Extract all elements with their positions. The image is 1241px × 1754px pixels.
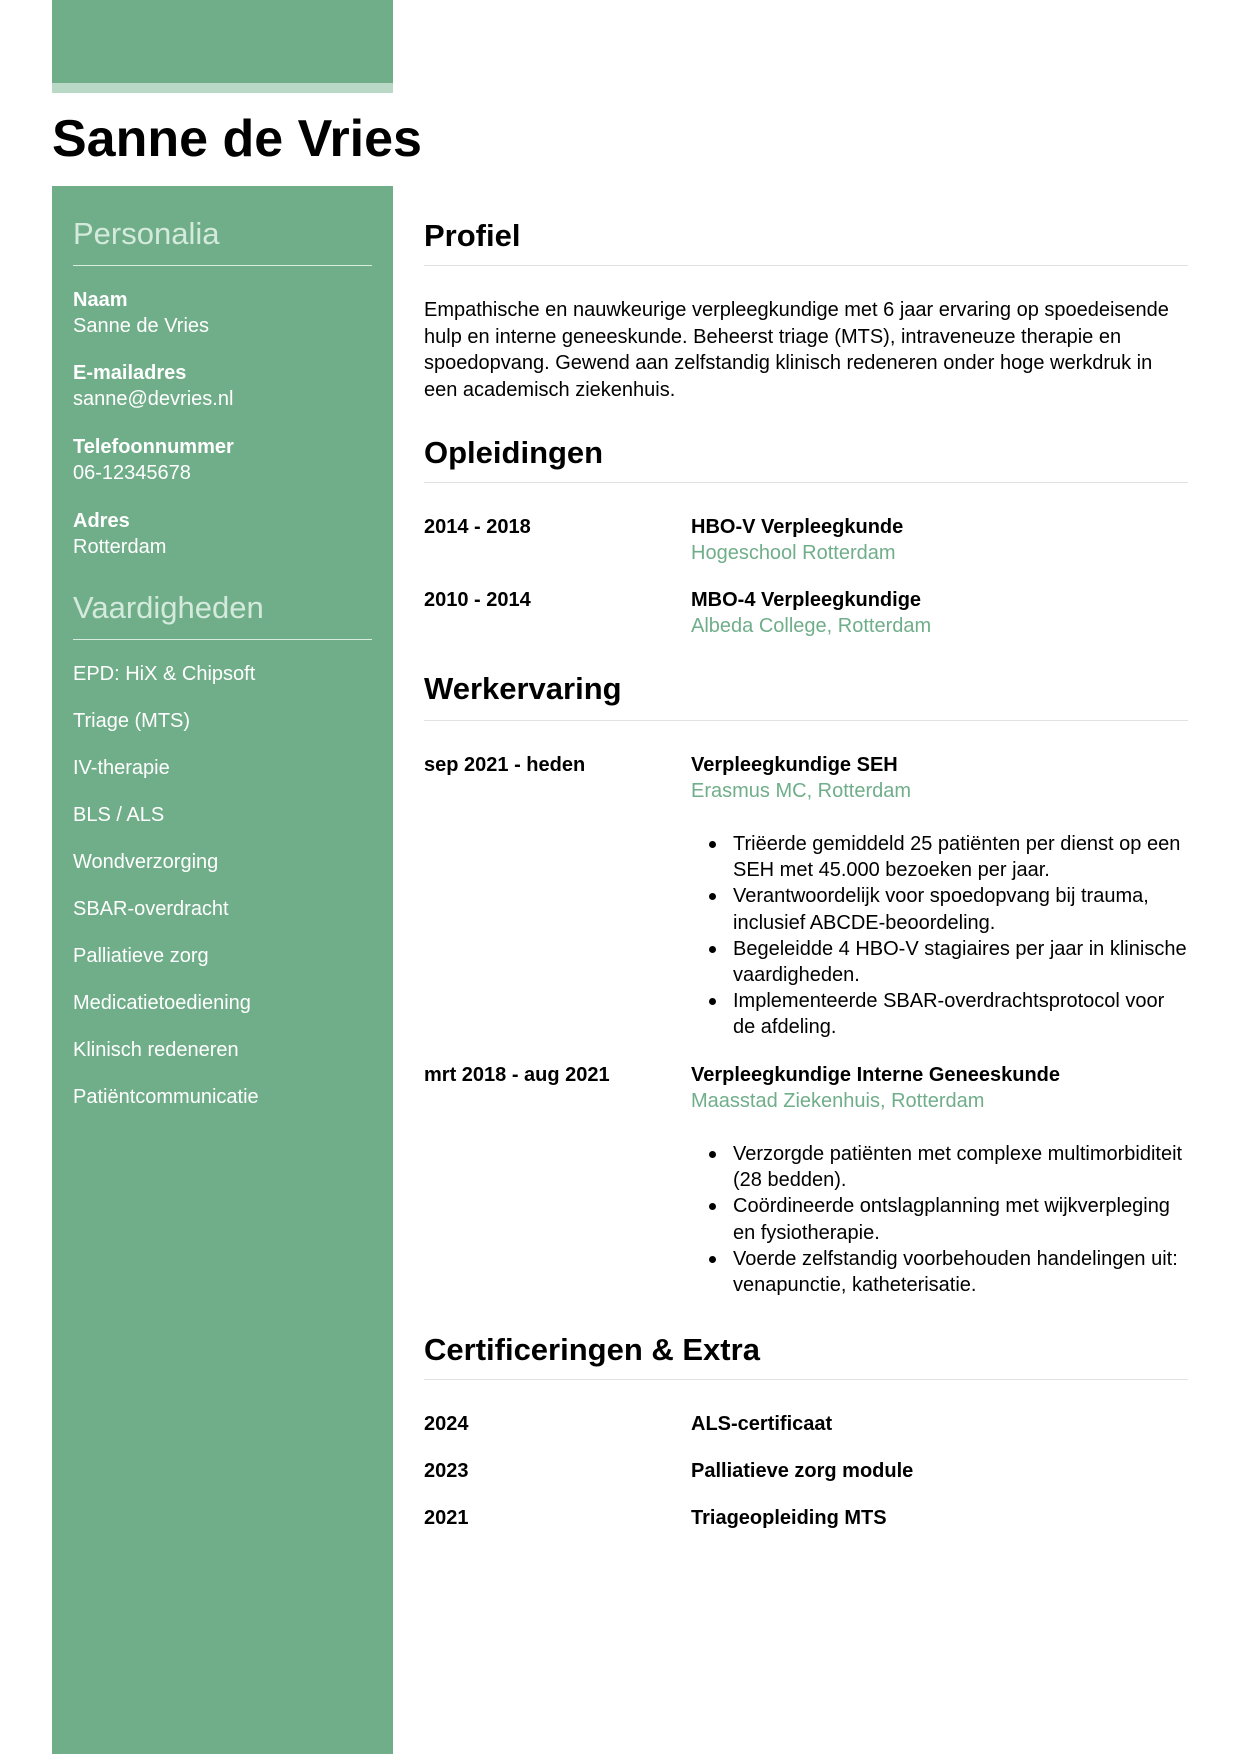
skill-item: IV-therapie — [73, 757, 170, 779]
certification-year: 2024 — [424, 1413, 469, 1435]
skill-item: SBAR-overdracht — [73, 898, 229, 920]
education-period: 2014 - 2018 — [424, 516, 531, 538]
skill-item: Triage (MTS) — [73, 710, 191, 732]
list-item: Triëerde gemiddeld 25 patiënten per dienst op een SEH met 45.000 bezoeken per jaar. — [691, 831, 1191, 883]
field-phone-value: 06-12345678 — [73, 462, 191, 484]
skills-divider — [73, 639, 372, 640]
education-title: HBO-V Verpleegkunde — [691, 516, 904, 538]
certification-year: 2021 — [424, 1507, 469, 1529]
experience-employer: Erasmus MC, Rotterdam — [691, 780, 912, 802]
certification-title: Triageopleiding MTS — [691, 1507, 887, 1529]
skill-item: EPD: HiX & Chipsoft — [73, 663, 256, 685]
profile-heading: Profiel — [424, 218, 521, 253]
education-title: MBO-4 Verpleegkundige — [691, 589, 922, 611]
field-name — [73, 287, 372, 339]
header-accent-stripe — [52, 83, 393, 93]
experience-title: Verpleegkundige SEH — [691, 754, 898, 776]
field-address — [73, 508, 372, 560]
certifications-heading: Certificeringen & Extra — [424, 1332, 760, 1367]
certification-year: 2023 — [424, 1460, 469, 1482]
experience-divider — [424, 720, 1188, 721]
field-name-value: Sanne de Vries — [73, 315, 210, 337]
profile-text: Empathische en nauwkeurige verpleegkundige met 6 jaar ervaring op spoedeisende hulp en interne geneeskunde. Beheerst triage (MTS), intraveneuze therapie en spoedopvang. Gewend aan zelfstandig klinisch redeneren onder hoge werkdruk in een academisch ziekenhuis. — [424, 299, 1169, 401]
page-title: Sanne de Vries — [52, 110, 422, 168]
personalia-heading: Personalia — [73, 216, 220, 251]
experience-bullets — [691, 831, 1191, 1041]
education-period: 2010 - 2014 — [424, 589, 531, 611]
field-name-label: Naam — [73, 289, 128, 311]
list-item: Voerde zelfstandig voorbehouden handelingen uit: venapunctie, katheterisatie. — [691, 1246, 1191, 1298]
list-item: Begeleidde 4 HBO-V stagiaires per jaar in klinische vaardigheden. — [691, 936, 1191, 988]
experience-employer: Maasstad Ziekenhuis, Rotterdam — [691, 1090, 985, 1112]
experience-heading: Werkervaring — [424, 671, 622, 706]
certification-title: Palliatieve zorg module — [691, 1460, 914, 1482]
skill-item: Klinisch redeneren — [73, 1039, 239, 1061]
experience-period: sep 2021 - heden — [424, 754, 586, 776]
skill-item: Palliatieve zorg — [73, 945, 209, 967]
header-color-block — [52, 0, 393, 83]
list-item: Coördineerde ontslagplanning met wijkverpleging en fysiotherapie. — [691, 1193, 1191, 1245]
list-item: Verantwoordelijk voor spoedopvang bij trauma, inclusief ABCDE-beoordeling. — [691, 883, 1191, 935]
skills-heading: Vaardigheden — [73, 590, 264, 625]
experience-title: Verpleegkundige Interne Geneeskunde — [691, 1064, 1061, 1086]
skill-item: Medicatietoediening — [73, 992, 251, 1014]
field-email — [73, 360, 372, 412]
experience-period: mrt 2018 - aug 2021 — [424, 1064, 610, 1086]
sidebar — [52, 186, 393, 1754]
education-heading: Opleidingen — [424, 435, 604, 470]
field-address-value: Rotterdam — [73, 536, 167, 558]
experience-bullets — [691, 1141, 1191, 1298]
skill-item: Patiëntcommunicatie — [73, 1086, 259, 1108]
field-phone — [73, 434, 372, 486]
field-email-value: sanne@devries.nl — [73, 388, 234, 410]
field-phone-label: Telefoonnummer — [73, 436, 234, 458]
list-item: Verzorgde patiënten met complexe multimorbiditeit (28 bedden). — [691, 1141, 1191, 1193]
education-institution: Hogeschool Rotterdam — [691, 542, 896, 564]
field-address-label: Adres — [73, 510, 130, 532]
certification-title: ALS-certificaat — [691, 1413, 833, 1435]
education-divider — [424, 482, 1188, 483]
personalia-divider — [73, 265, 372, 266]
list-item: Implementeerde SBAR-overdrachtsprotocol voor de afdeling. — [691, 988, 1191, 1040]
profile-divider — [424, 265, 1188, 266]
field-email-label: E-mailadres — [73, 362, 187, 384]
skill-item: BLS / ALS — [73, 804, 165, 826]
certifications-divider — [424, 1379, 1188, 1380]
skill-item: Wondverzorging — [73, 851, 219, 873]
education-institution: Albeda College, Rotterdam — [691, 615, 932, 637]
